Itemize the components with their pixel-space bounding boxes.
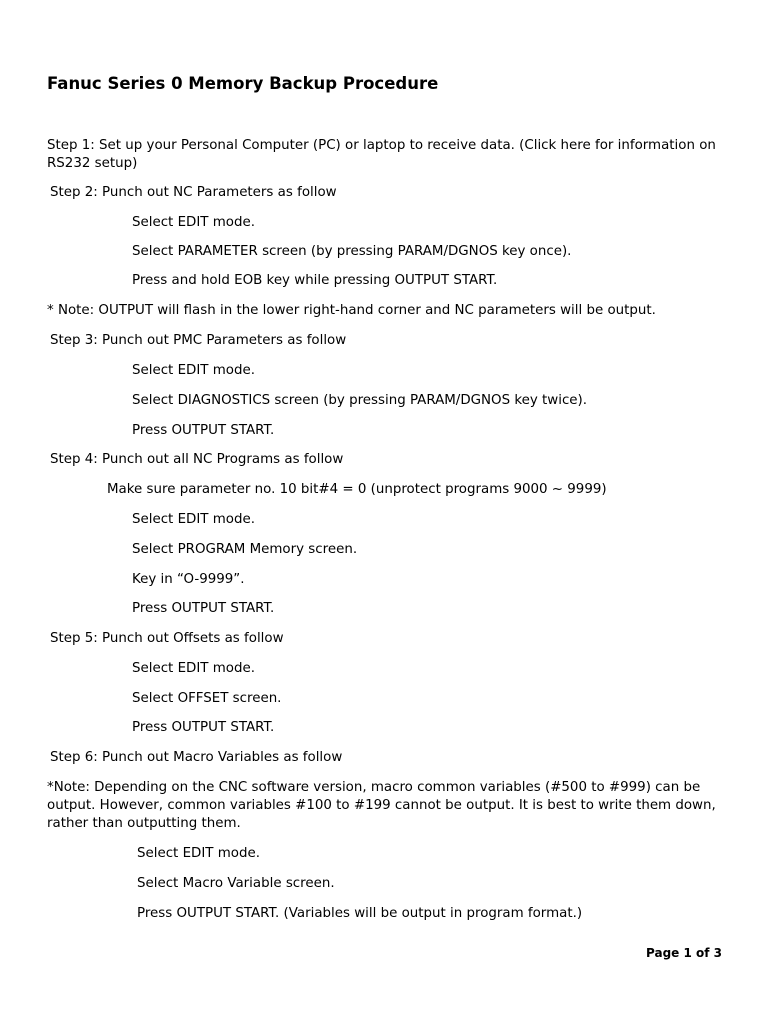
step-4-item-2: Select PROGRAM Memory screen. <box>132 542 358 557</box>
step-4-precondition: Make sure parameter no. 10 bit#4 = 0 (unprotect programs 9000 ~ 9999) <box>107 482 607 497</box>
step-6-heading: Step 6: Punch out Macro Variables as follow <box>50 750 343 765</box>
step-5-item-1: Select EDIT mode. <box>132 661 255 676</box>
step-2-heading: Step 2: Punch out NC Parameters as follow <box>50 185 337 200</box>
step-6-item-1: Select EDIT mode. <box>137 846 260 861</box>
step-3-heading: Step 3: Punch out PMC Parameters as follow <box>50 333 347 348</box>
step-3-item-2: Select DIAGNOSTICS screen (by pressing PARAM/DGNOS key twice). <box>132 393 588 408</box>
step-6-item-3: Press OUTPUT START. (Variables will be output in program format.) <box>137 906 583 921</box>
step-2-item-1: Select EDIT mode. <box>132 215 255 230</box>
step-4-item-3: Key in “O-9999”. <box>132 572 245 587</box>
step-5-item-3: Press OUTPUT START. <box>132 720 275 735</box>
step-6-note: *Note: Depending on the CNC software version, macro common variables (#500 to #999) can be output. However, common variables #100 to #199 cannot be output. It is best to write them down, rather than outputting them. <box>47 780 716 831</box>
step-5-item-2: Select OFFSET screen. <box>132 691 282 706</box>
step-3-item-1: Select EDIT mode. <box>132 363 255 378</box>
step-2-item-2: Select PARAMETER screen (by pressing PARAM/DGNOS key once). <box>132 244 572 259</box>
step-5-heading: Step 5: Punch out Offsets as follow <box>50 631 284 646</box>
document-title: Fanuc Series 0 Memory Backup Procedure <box>47 74 439 93</box>
step-4-heading: Step 4: Punch out all NC Programs as follow <box>50 452 344 467</box>
step-6-item-2: Select Macro Variable screen. <box>137 876 335 891</box>
step-2-note: * Note: OUTPUT will flash in the lower right-hand corner and NC parameters will be output. <box>47 303 656 318</box>
step-4-item-4: Press OUTPUT START. <box>132 601 275 616</box>
step-3-item-3: Press OUTPUT START. <box>132 423 275 438</box>
step-2-item-3: Press and hold EOB key while pressing OUTPUT START. <box>132 273 498 288</box>
step-4-item-1: Select EDIT mode. <box>132 512 255 527</box>
page-number: Page 1 of 3 <box>646 946 722 960</box>
step-1-text: Step 1: Set up your Personal Computer (PC) or laptop to receive data. (Click here for information on RS232 setup) <box>47 138 716 171</box>
